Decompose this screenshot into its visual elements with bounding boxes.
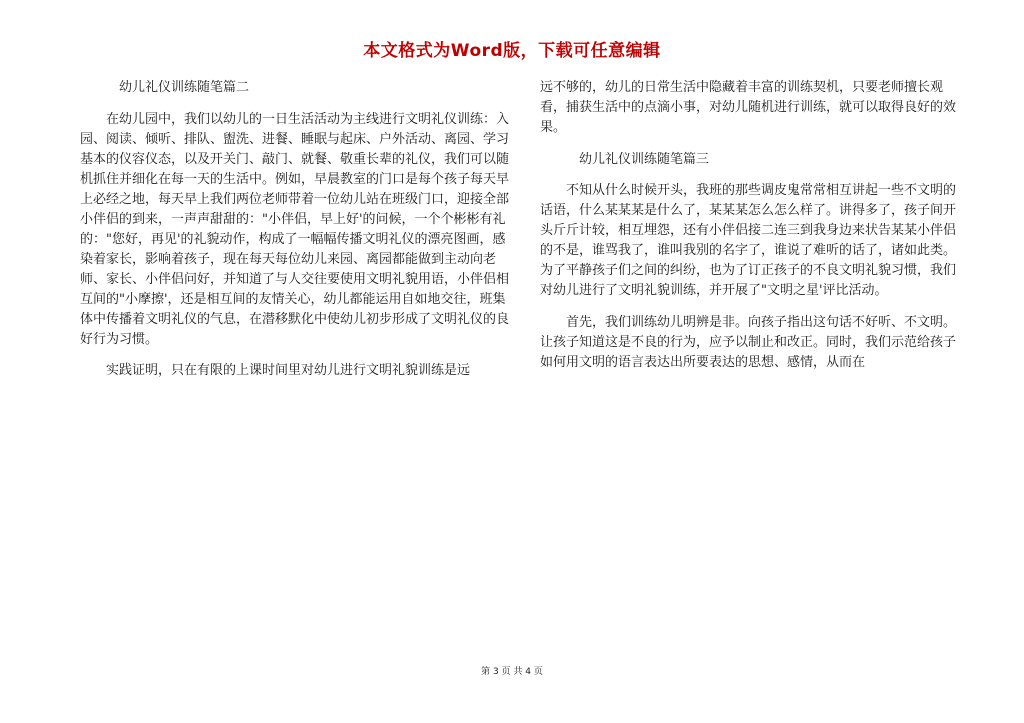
page-number-footer: 第 3 页 共 4 页	[481, 667, 543, 677]
section-heading: 幼儿礼仪训练随笔篇三	[579, 151, 710, 167]
right-column	[540, 78, 964, 384]
body-paragraph: 在幼儿园中，我们以幼儿的一日生活活动为主线进行文明礼仪训练：入园、阅读、倾听、排队、盥洗、进餐、睡眠与起床、户外活动、离园、学习基本的仪容仪态，以及开关门、敲门、就餐、敬重长辈的礼仪，我们可以随机抓住并细化在每一天的生活中。例如，早晨教室的门口是每个孩子每天早上必经之地，每天早上我们两位老师带着一位幼儿站在班级门口，迎接全部小伴侣的到来，一声声甜甜的："小伴侣，早上好'的问候，一个个彬彬有礼的："您好，再见'的礼貌动作，构成了一幅幅传播文明礼仪的漂亮图画，感染着家长，影响着孩子，现在每天每位幼儿来园、离园都能做到主动向老师、家长、小伴侣问好，并知道了与人交往要使用文明礼貌用语，小伴侣相互间的"小摩擦'，还是相互间的友情关心，幼儿都能运用自如地交往，班集体中传播着文明礼仪的气息，在潜移默化中使幼儿初步形成了文明礼仪的良好行为习惯。	[80, 111, 510, 347]
body-paragraph: 不知从什么时候开头，我班的那些调皮鬼常常相互讲起一些不文明的话语，什么某某某是什么了，某某某怎么怎么样了。讲得多了，孩子间开头斤斤计较，相互埋怨，还有小伴侣接二连三到我身边来状告某某小伴侣的不是，谁骂我了，谁叫我别的名字了，谁说了难听的话了，诸如此类。为了平静孩子们之间的纠纷，也为了订正孩子的不良文明礼貌习惯，我们对幼儿进行了文明礼貌训练，并开展了"文明之星'评比活动。	[540, 183, 957, 299]
document-banner: 本文格式为Word版，下载可任意编辑	[363, 41, 661, 61]
body-paragraph: 实践证明，只在有限的上课时间里对幼儿进行文明礼貌训练是远	[106, 363, 471, 379]
section-heading: 幼儿礼仪训练随笔篇二	[119, 80, 250, 95]
body-paragraph: 首先，我们训练幼儿明辨是非。向孩子指出这句话不好听、不文明。让孩子知道这是不良的行为，应予以制止和改正。同时，我们示范给孩子如何用文明的语言表达出所要表达的思想、感情，从而在	[540, 314, 957, 370]
left-column	[80, 78, 512, 393]
body-paragraph-continued: 远不够的，幼儿的日常生活中隐藏着丰富的训练契机，只要老师擅长观看，捕获生活中的点滴小事，对幼儿随机进行训练，就可以取得良好的效果。	[540, 80, 957, 135]
